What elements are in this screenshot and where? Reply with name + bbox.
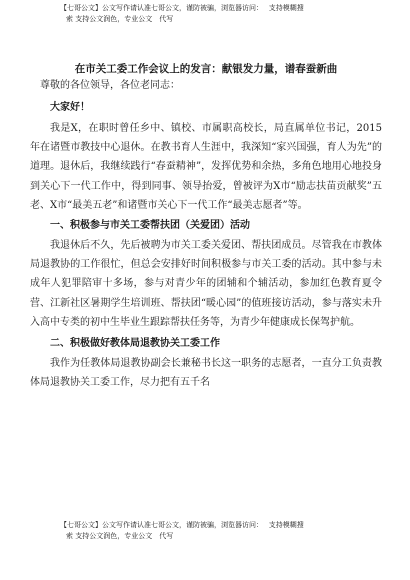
- salutation: 尊敬的各位领导，各位老同志：: [40, 80, 180, 91]
- opening-greeting: 大家好！: [50, 102, 90, 113]
- document-body: [30, 62, 382, 394]
- section-heading-1: 一、积极参与市关工委帮扶团（关爱团）活动: [50, 220, 250, 232]
- header-line-1: 【七哥公文】公文写作请认准七哥公文，谨防被骗，浏览器访问： 支持模糊搜: [60, 4, 304, 12]
- footer-line-1: 【七哥公文】公文写作请认准七哥公文，谨防被骗，浏览器访问： 支持模糊搜: [60, 521, 304, 529]
- section-2-paragraph: 我作为任教体局退教协副会长兼秘书长这一职务的志愿者，一直分工负责教体局退教协关工委工作，尽力把有五千名: [30, 358, 382, 389]
- footer-line-2: 索 支持公文润色，专业公文 代写: [66, 532, 174, 540]
- header-line-2: 索 支持公文润色，专业公文 代写: [66, 15, 174, 23]
- intro-paragraph: 我是X，在职时曾任乡中、镇校、市属职高校长，局直属单位书记，2015年在诸暨市教技中心退休。在教书育人生涯中，我深知“家兴国强，育人为先”的道理。退休后，我继续践行“春蚕精神”，发挥优势和余热，多角色地用心地投身到关心下一代工作中，得到同事、领导抬爱，曾被评为X市“励志扶苗贡献奖”五老、X市“最美五老”和诸暨市关心下一代工作“最美志愿者”等。: [30, 123, 382, 211]
- page-header-notice: [60, 3, 360, 25]
- document-title: 在市关工委工作会议上的发言：献银发力量，谱春蚕新曲: [74, 63, 338, 75]
- section-heading-2: 二、积极做好教体局退教协关工委工作: [50, 338, 220, 350]
- section-1-paragraph: 我退休后不久，先后被聘为市关工委关爱团、帮扶团成员。尽管我在市教体局退教协的工作很忙，但总会安排好时间积极参与市关工委的活动。其中参与未成年人犯罪陪审十多场，参与对青少年的团辅和个辅活动，参加红色教育夏令营、江新社区暑期学生培训班、帮扶团“暖心园”的值班接访活动，参与落实未升入高中专类的初中生毕业生跟踪帮扶任务等，为青少年健康成长保驾护航。: [30, 240, 382, 328]
- page-footer-notice: [60, 520, 360, 542]
